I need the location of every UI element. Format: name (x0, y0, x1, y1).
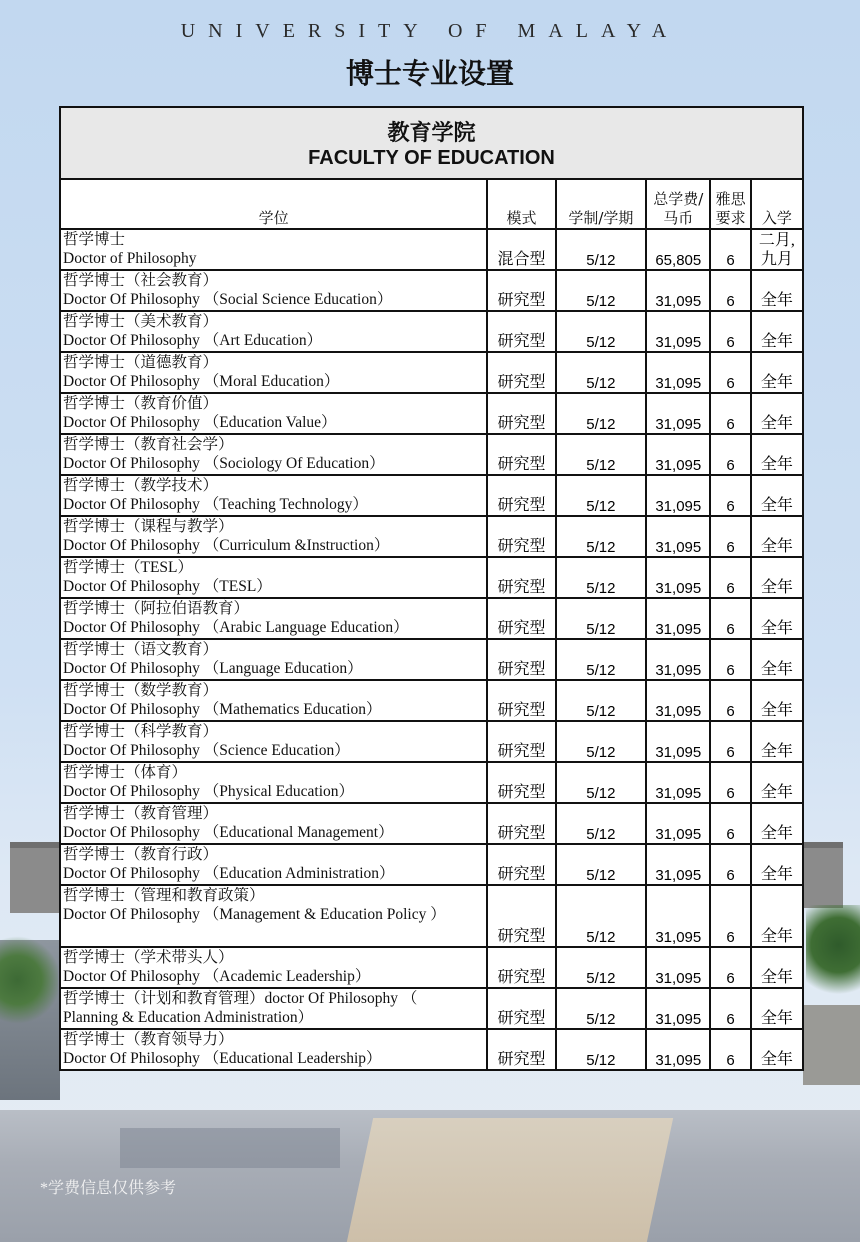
ielts-cell: 6 (710, 352, 750, 393)
degree-name-cn: 哲学博士（教育管理） (63, 805, 219, 822)
table-row (60, 393, 803, 434)
duration-cell: 5/12 (556, 639, 646, 680)
ielts-cell: 6 (710, 721, 750, 762)
degree-cell (60, 680, 487, 721)
degree-cell (60, 1029, 487, 1070)
degree-name-en: Doctor Of Philosophy （Language Education） (63, 660, 363, 677)
ielts-cell: 6 (710, 557, 750, 598)
duration-cell: 5/12 (556, 229, 646, 270)
fee-cell: 31,095 (646, 352, 710, 393)
fee-cell: 31,095 (646, 721, 710, 762)
table-row (60, 680, 803, 721)
column-header-intake: 入学 (751, 179, 803, 229)
duration-cell: 5/12 (556, 885, 646, 947)
mode-cell: 研究型 (487, 557, 555, 598)
degree-cell (60, 947, 487, 988)
fee-cell: 31,095 (646, 803, 710, 844)
fee-cell: 31,095 (646, 598, 710, 639)
degree-name-cn: 哲学博士（体育） (63, 764, 188, 781)
plaza-walkway (347, 1118, 673, 1242)
ielts-cell: 6 (710, 434, 750, 475)
intake-cell: 全年 (751, 947, 803, 988)
degree-cell (60, 475, 487, 516)
degree-cell (60, 721, 487, 762)
intake-cell: 全年 (751, 844, 803, 885)
ielts-cell: 6 (710, 229, 750, 270)
fee-cell: 31,095 (646, 639, 710, 680)
degree-cell (60, 844, 487, 885)
degree-cell (60, 803, 487, 844)
mode-cell: 混合型 (487, 229, 555, 270)
faculty-name-cn: 教育学院 (387, 121, 476, 146)
degree-name-en: Doctor Of Philosophy （Education Administration） (63, 865, 395, 882)
intake-cell: 全年 (751, 680, 803, 721)
mode-cell: 研究型 (487, 475, 555, 516)
mode-cell: 研究型 (487, 680, 555, 721)
mode-cell: 研究型 (487, 270, 555, 311)
degree-name-cn: 哲学博士（管理和教育政策） (63, 887, 265, 904)
degree-name-cn: 哲学博士（道德教育） (63, 354, 219, 371)
degree-name-en: Doctor Of Philosophy （TESL） (63, 578, 272, 595)
duration-cell: 5/12 (556, 352, 646, 393)
duration-cell: 5/12 (556, 844, 646, 885)
degree-name-cn: 哲学博士 (63, 231, 126, 248)
ielts-cell: 6 (710, 270, 750, 311)
table-row (60, 844, 803, 885)
degree-cell (60, 311, 487, 352)
intake-cell: 全年 (751, 393, 803, 434)
table-row (60, 803, 803, 844)
page-title: 博士专业设置 (345, 57, 514, 90)
intake-cell: 全年 (751, 1029, 803, 1070)
degree-cell (60, 762, 487, 803)
degree-cell (60, 270, 487, 311)
duration-cell: 5/12 (556, 1029, 646, 1070)
column-header-fee: 总学费/马币 (646, 179, 710, 229)
ielts-cell: 6 (710, 598, 750, 639)
fee-cell: 31,095 (646, 475, 710, 516)
ielts-cell: 6 (710, 475, 750, 516)
program-rows (60, 229, 803, 1070)
intake-cell: 全年 (751, 598, 803, 639)
ielts-cell: 6 (710, 844, 750, 885)
degree-cell (60, 393, 487, 434)
duration-cell: 5/12 (556, 557, 646, 598)
plaza-shadow (120, 1128, 340, 1168)
degree-name-en: Doctor Of Philosophy （Physical Education） (63, 783, 355, 800)
mode-cell: 研究型 (487, 762, 555, 803)
intake-cell: 全年 (751, 762, 803, 803)
degree-name-cn: 哲学博士（教育社会学） (63, 436, 234, 453)
fee-cell: 31,095 (646, 311, 710, 352)
degree-name-en: Doctor Of Philosophy （Moral Education） (63, 373, 340, 390)
degree-name-en: Doctor Of Philosophy （Art Education） (63, 332, 323, 349)
fee-cell: 31,095 (646, 393, 710, 434)
table-row (60, 434, 803, 475)
intake-cell: 全年 (751, 885, 803, 947)
ielts-cell: 6 (710, 1029, 750, 1070)
fee-cell: 65,805 (646, 229, 710, 270)
fee-cell: 31,095 (646, 434, 710, 475)
degree-name-en: Doctor Of Philosophy （Management & Education Policy ） (63, 906, 446, 923)
duration-cell: 5/12 (556, 393, 646, 434)
degree-name-cn: 哲学博士（教育领导力） (63, 1031, 234, 1048)
degree-cell (60, 434, 487, 475)
degree-name-cn: 哲学博士（社会教育） (63, 272, 219, 289)
fee-cell: 31,095 (646, 762, 710, 803)
duration-cell: 5/12 (556, 988, 646, 1029)
intake-cell: 全年 (751, 434, 803, 475)
degree-name-en: Doctor Of Philosophy （Educational Leadership） (63, 1050, 382, 1067)
mode-cell: 研究型 (487, 721, 555, 762)
degree-name-cn: 哲学博士（计划和教育管理）doctor Of Philosophy （ (63, 990, 418, 1007)
duration-cell: 5/12 (556, 721, 646, 762)
column-header-mode: 模式 (487, 179, 555, 229)
table-row (60, 270, 803, 311)
faculty-name-en: FACULTY OF EDUCATION (308, 147, 555, 169)
fee-cell: 31,095 (646, 680, 710, 721)
ielts-cell: 6 (710, 393, 750, 434)
fee-cell: 31,095 (646, 988, 710, 1029)
building-right (803, 842, 843, 908)
ielts-cell: 6 (710, 639, 750, 680)
ielts-cell: 6 (710, 988, 750, 1029)
intake-cell: 全年 (751, 639, 803, 680)
mode-cell: 研究型 (487, 639, 555, 680)
table-row (60, 352, 803, 393)
building-left (10, 842, 65, 913)
duration-cell: 5/12 (556, 762, 646, 803)
program-table (59, 106, 804, 1071)
mode-cell: 研究型 (487, 988, 555, 1029)
degree-name-en: Doctor Of Philosophy （Sociology Of Education） (63, 455, 385, 472)
mode-cell: 研究型 (487, 844, 555, 885)
degree-name-cn: 哲学博士（教育行政） (63, 846, 219, 863)
ielts-cell: 6 (710, 516, 750, 557)
table-row (60, 639, 803, 680)
degree-name-en: Doctor Of Philosophy （Education Value） (63, 414, 337, 431)
mode-cell: 研究型 (487, 1029, 555, 1070)
degree-name-cn: 哲学博士（阿拉伯语教育） (63, 600, 250, 617)
degree-name-en: Doctor Of Philosophy （Educational Management） (63, 824, 394, 841)
duration-cell: 5/12 (556, 311, 646, 352)
intake-cell: 全年 (751, 988, 803, 1029)
fee-footnote: *学费信息仅供参考 (40, 1180, 177, 1197)
table-row (60, 557, 803, 598)
degree-name-en: Doctor Of Philosophy （Social Science Education） (63, 291, 393, 308)
degree-cell (60, 229, 487, 270)
table-row (60, 721, 803, 762)
table-row (60, 1029, 803, 1070)
table-row (60, 885, 803, 947)
column-header-duration: 学制/学期 (556, 179, 646, 229)
intake-cell: 全年 (751, 475, 803, 516)
degree-name-cn: 哲学博士（学术带头人） (63, 949, 234, 966)
duration-cell: 5/12 (556, 270, 646, 311)
ielts-cell: 6 (710, 311, 750, 352)
mode-cell: 研究型 (487, 885, 555, 947)
degree-name-cn: 哲学博士（语文教育） (63, 641, 219, 658)
ielts-cell: 6 (710, 680, 750, 721)
degree-cell (60, 598, 487, 639)
intake-cell: 全年 (751, 352, 803, 393)
fee-cell: 31,095 (646, 885, 710, 947)
mode-cell: 研究型 (487, 434, 555, 475)
tree-left (0, 935, 58, 1025)
degree-name-cn: 哲学博士（美术教育） (63, 313, 219, 330)
tree-right (806, 905, 860, 1005)
fee-cell: 31,095 (646, 844, 710, 885)
table-row (60, 947, 803, 988)
degree-cell (60, 639, 487, 680)
intake-cell: 全年 (751, 721, 803, 762)
mode-cell: 研究型 (487, 803, 555, 844)
fee-cell: 31,095 (646, 270, 710, 311)
degree-name-cn: 哲学博士（数学教育） (63, 682, 219, 699)
table-row (60, 988, 803, 1029)
column-header-ielts: 雅思要求 (710, 179, 750, 229)
degree-name-cn: 哲学博士（课程与教学） (63, 518, 234, 535)
table-row (60, 516, 803, 557)
intake-cell: 全年 (751, 803, 803, 844)
duration-cell: 5/12 (556, 475, 646, 516)
degree-name-en: Doctor Of Philosophy （Arabic Language Education） (63, 619, 409, 636)
university-brand: UNIVERSITY OF MALAYA (180, 20, 680, 42)
table-row (60, 475, 803, 516)
table-row (60, 229, 803, 270)
intake-cell: 全年 (751, 311, 803, 352)
mode-cell: 研究型 (487, 311, 555, 352)
degree-name-cn: 哲学博士（教学技术） (63, 477, 219, 494)
degree-cell (60, 516, 487, 557)
duration-cell: 5/12 (556, 434, 646, 475)
degree-name-en: Doctor Of Philosophy （Academic Leadership） (63, 968, 371, 985)
degree-name-cn: 哲学博士（教育价值） (63, 395, 219, 412)
mode-cell: 研究型 (487, 598, 555, 639)
duration-cell: 5/12 (556, 803, 646, 844)
degree-cell (60, 988, 487, 1029)
ielts-cell: 6 (710, 803, 750, 844)
table-row (60, 762, 803, 803)
degree-cell (60, 352, 487, 393)
degree-name-cn: 哲学博士（科学教育） (63, 723, 219, 740)
mode-cell: 研究型 (487, 393, 555, 434)
column-header-degree: 学位 (60, 179, 487, 229)
degree-name-en: Planning & Education Administration） (63, 1009, 314, 1026)
intake-cell: 全年 (751, 516, 803, 557)
ielts-cell: 6 (710, 947, 750, 988)
duration-cell: 5/12 (556, 598, 646, 639)
intake-cell: 全年 (751, 557, 803, 598)
degree-name-cn: 哲学博士（TESL） (63, 559, 194, 576)
intake-cell: 二月,九月 (751, 229, 803, 270)
fee-cell: 31,095 (646, 516, 710, 557)
degree-cell (60, 885, 487, 947)
wall-right (803, 1005, 860, 1085)
intake-cell: 全年 (751, 270, 803, 311)
degree-name-en: Doctor Of Philosophy （Mathematics Education） (63, 701, 382, 718)
degree-cell (60, 557, 487, 598)
degree-name-en: Doctor Of Philosophy （Curriculum &Instruction） (63, 537, 390, 554)
mode-cell: 研究型 (487, 947, 555, 988)
mode-cell: 研究型 (487, 352, 555, 393)
duration-cell: 5/12 (556, 947, 646, 988)
degree-name-en: Doctor Of Philosophy （Science Education） (63, 742, 350, 759)
duration-cell: 5/12 (556, 680, 646, 721)
faculty-header (60, 107, 803, 179)
duration-cell: 5/12 (556, 516, 646, 557)
table-row (60, 598, 803, 639)
mode-cell: 研究型 (487, 516, 555, 557)
fee-cell: 31,095 (646, 1029, 710, 1070)
degree-name-en: Doctor Of Philosophy （Teaching Technology） (63, 496, 368, 513)
fee-cell: 31,095 (646, 947, 710, 988)
table-row (60, 311, 803, 352)
ielts-cell: 6 (710, 885, 750, 947)
fee-cell: 31,095 (646, 557, 710, 598)
ielts-cell: 6 (710, 762, 750, 803)
degree-name-en: Doctor of Philosophy (63, 250, 197, 267)
